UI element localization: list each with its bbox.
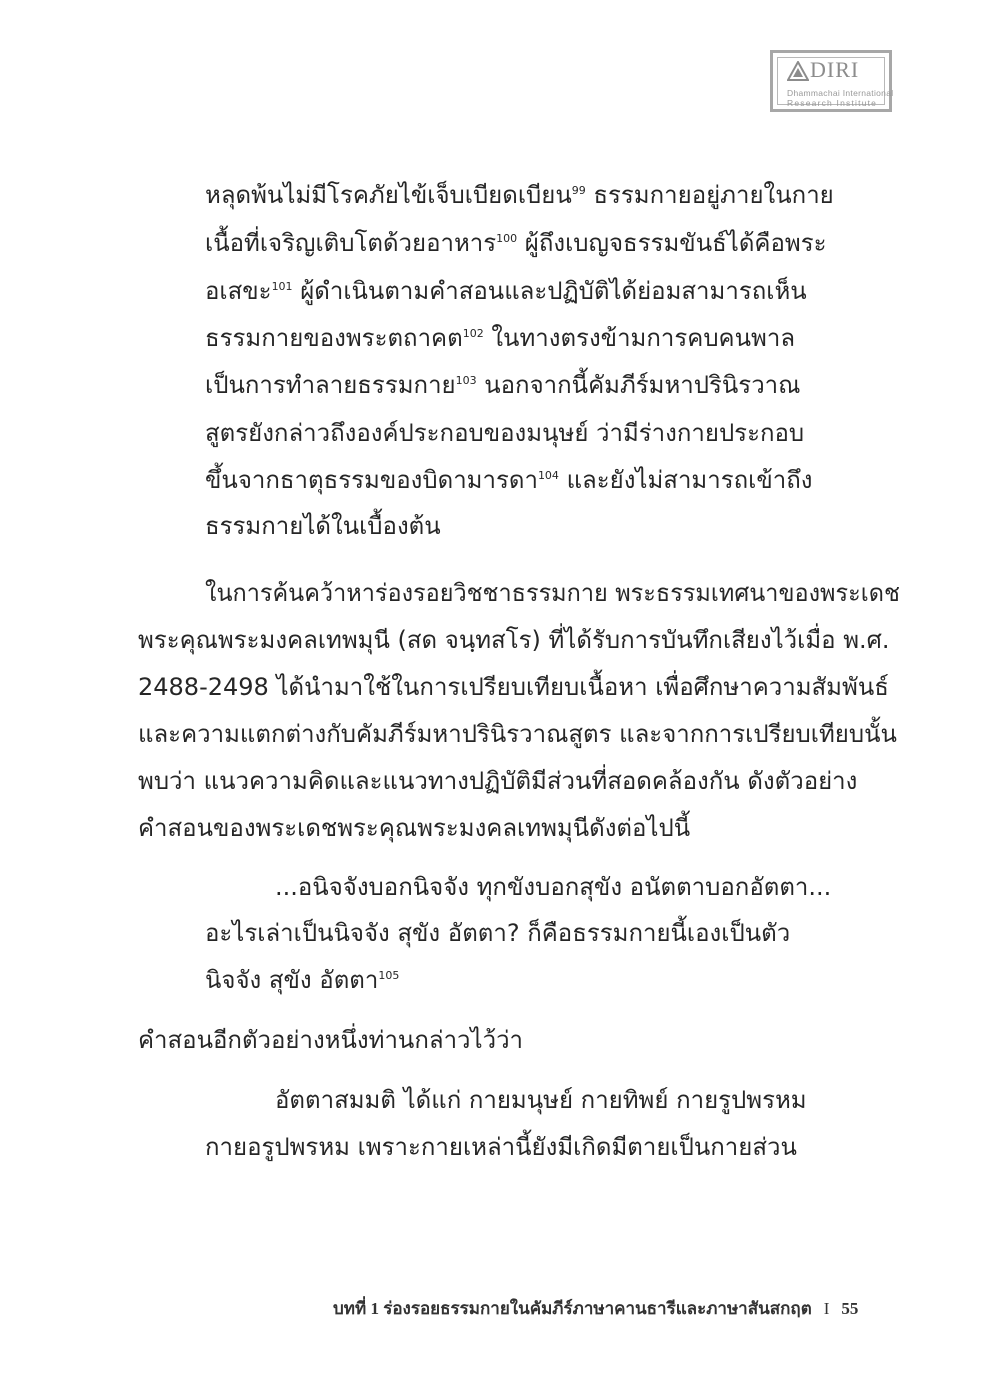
logo-subtitle-1: Dhammachai International [787,88,894,98]
page-number: 55 [841,1299,859,1318]
text-line: เป็นการทำลายธรรมกาย$^{103}$ นอกจากนี้คัมภีร์มหาปรินิรวาณ [205,371,801,399]
quote-line: อะไรเล่าเป็นนิจจัง สุขัง อัตตา? ก็คือธรรมกายนี้เองเป็นตัว [205,919,791,947]
text-line: พระคุณพระมงคลเทพมุนี (สด จนฺทสโร) ที่ได้รับการบันทึกเสียงไว้เมื่อ พ.ศ. [138,626,890,654]
footnote-ref: 99 [571,184,586,197]
text-line: 2488-2498 ได้นำมาใช้ในการเปรียบเทียบเนื้อหา เพื่อศึกษาความสัมพันธ์ [138,673,889,701]
quote-line: อัตตาสมมติ ได้แก่ กายมนุษย์ กายทิพย์ กายรูปพรหม [275,1086,807,1114]
diri-logo [770,50,892,112]
footnote-ref: 101 [271,280,293,293]
text-line: สูตรยังกล่าวถึงองค์ประกอบของมนุษย์ ว่ามีร่างกายประกอบ [205,419,805,447]
quote-line: นิจจัง สุขัง อัตตา$^{105}$ [205,966,400,994]
logo-word: DIRI [810,57,860,82]
text-line: อเสขะ$^{101}$ ผู้ดำเนินตามคำสอนและปฏิบัติได้ย่อมสามารถเห็น [205,277,807,305]
text-line: และความแตกต่างกับคัมภีร์มหาปรินิรวาณสูตร และจากการเปรียบเทียบนั้น [138,720,897,748]
text-line: ขึ้นจากธาตุธรรมของบิดามารดา$^{104}$ และยังไม่สามารถเข้าถึง [205,466,813,494]
footer-separator: I [823,1299,830,1318]
quote-line: ...อนิจจังบอกนิจจัง ทุกขังบอกสุขัง อนัตตาบอกอัตตา... [275,873,832,901]
intro-line: คำสอนอีกตัวอย่างหนึ่งท่านกล่าวไว้ว่า [138,1026,524,1054]
text-line: หลุดพ้นไม่มีโรคภัยไข้เจ็บเบียดเบียน$^{99}$ ธรรมกายอยู่ภายในกาย [205,181,834,209]
text-line: คำสอนของพระเดชพระคุณพระมงคลเทพมุนีดังต่อไปนี้ [138,814,691,842]
footnote-ref: 102 [462,327,484,340]
text-line: พบว่า แนวความคิดและแนวทางปฏิบัติมีส่วนที่สอดคล้องกัน ดังตัวอย่าง [138,767,858,795]
footnote-ref: 104 [537,469,559,482]
footnote-ref: 100 [496,232,518,245]
page-footer [333,1295,858,1322]
text-line: ในการค้นคว้าหาร่องรอยวิชชาธรรมกาย พระธรรมเทศนาของพระเดช [205,579,900,607]
text-line: เนื้อที่เจริญเติบโตด้วยอาหาร$^{100}$ ผู้ถึงเบญจธรรมขันธ์ได้คือพระ [205,229,827,257]
logo-subtitle-2: Research Institute [787,98,878,108]
text-line: ธรรมกายได้ในเบื้องต้น [205,512,441,540]
footnote-ref: 103 [455,374,477,387]
text-line: ธรรมกายของพระตถาคต$^{102}$ ในทางตรงข้ามการคบคนพาล [205,324,796,352]
triangle-logo-icon [787,61,809,81]
footnote-ref: 105 [378,969,400,982]
chapter-title: บทที่ 1 ร่องรอยธรรมกายในคัมภีร์ภาษาคานธารีและภาษาสันสกฤต [333,1299,812,1318]
quote-line: กายอรูปพรหม เพราะกายเหล่านี้ยังมีเกิดมีตายเป็นกายส่วน [205,1133,797,1161]
